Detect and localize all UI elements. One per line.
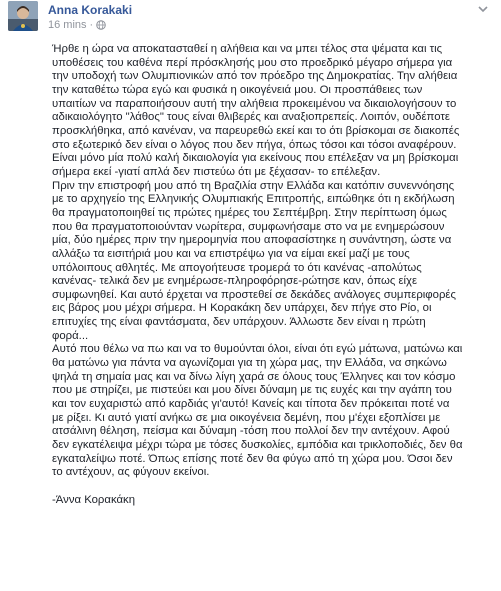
text-line: Είναι μόνο μία πολύ καλή δικαιολογία για εκείνους που επέλεξαν να μη βρίσκομαι [52,152,459,165]
chevron-down-icon[interactable] [477,3,489,15]
text-line: αδικαιολόγητο "λάθος" τους είναι θλιβερές και αναξιοπρεπείς. Λοιπόν, ουδέποτε [52,111,450,124]
signature: -Άννα Κορακάκη [52,493,136,506]
text-line: στο εξωτερικό δεν είναι ο λόγος που δεν πήγα, όπως τόσοι και τόσοι αναφέρουν. [52,138,457,151]
text-line: την υποδοχή των Ολυμπιονικών από τον πρόεδρο της Δημοκρατίας. Την αλήθεια [52,70,458,83]
profile-photo-icon [8,1,38,31]
text-line: μία, δύο ημέρες πριν την ημερομηνία που αποφασίστηκε η συνάντηση, ώστε να [52,234,452,247]
text-line: υπόλοιπους αθλητές. Με απογοήτευσε τρομερά το ότι κανένας -απολύτως [52,261,422,274]
post-paragraph [52,43,494,480]
globe-icon[interactable] [96,20,106,30]
text-line: που θα πραγματοποιούνταν νωρίτερα, συμφωνήσαμε στο να με ενημερώσουν [52,220,445,233]
text-line: συμφωνηθεί. Και αυτό έρχεται να προστεθεί σε δεκάδες ανάλογες συμπεριφορές [52,288,456,301]
text-line: ψηλά τη σημαία μας και να δίνω λίγη χαρά σε όλους τους Έλληνες και τον κόσμο [52,370,456,383]
text-line: εγκαταλείψω ποτέ. Όπως επίσης ποτέ δεν θα φύγω από τη χώρα μου. Όσοι δεν [52,452,453,465]
text-line: ατσάλινη θέληση, πείσμα και δύναμη -τόση που πολλοί δεν την αντέχουν. Αφού [52,425,450,438]
text-line: που με στηρίζει, με πιστεύει και μου δίνει δύναμη με τις ευχές και την αγάπη του [52,384,452,397]
text-line: υπαιτίων να παραποιήσουν αυτή την αλήθεια προκειμένου να δικαιολογήσουν το [52,97,457,110]
text-line: υποθέσεις του καθένα περί πρόσκλησής μου στο προεδρικό μέγαρο σήμερα για [52,56,453,69]
text-line: το αντέχουν, ας φύγουν εκείνοι. [52,466,210,479]
text-line: σήμερα εκεί -γιατί απλά δεν πιστεύω ότι με ξέχασαν- το επέλεξαν. [52,165,381,178]
avatar[interactable] [8,1,38,31]
text-line: την καταθέτω τώρα εγώ και φυσικά η οικογένειά μου. Οι προσπάθειες των [52,83,423,96]
paragraph-spacer [52,480,494,494]
text-line: εις βάρος μου μέχρι σήμερα. Η Κορακάκη δεν υπάρχει, δεν πήγε στο Ρίο, οι [52,302,432,315]
author-name-link[interactable]: Anna Korakaki [48,3,133,17]
text-line: Ήρθε η ώρα να αποκατασταθεί η αλήθεια και να μπει τέλος στα ψέματα και τις [52,43,443,55]
text-line: δεν εγκατέλειψα μέχρι τώρα με τόσες δυσκολίες, εμπόδια και τρικλοποδιές, δεν θα [52,439,463,452]
post-header [8,1,493,35]
text-line: θα ματώνω για πάντα να αγωνίζομαι για τη χώρα μας, την Ελλάδα, να σηκώνω [52,357,447,370]
text-line: θα πραγματοποιηθεί τις πρώτες ημέρες του Σεπτέμβρη. Στην περίπτωση όμως [52,206,447,219]
text-line: κανένας- τελικά δεν με ενημέρωσε-πληροφόρησε-ρώτησε καν, όπως είχε [52,275,418,288]
text-line: αλλάξω τα εισιτήριά μου και να επιστρέψω για να είμαι εκεί μαζί με τους [52,247,410,260]
post-timestamp[interactable]: 16 mins [48,19,87,31]
text-line: Πριν την επιστροφή μου από τη Βραζιλία στην Ελλάδα και κατόπιν συνεννόησης [52,179,455,192]
text-line: με ρίξει. Κι αυτό γιατί ανήκω σε μια οικογένεια δεμένη, που μ'έχει εξοπλίσει με [52,411,441,424]
post-body [52,43,494,507]
post-meta [48,19,106,31]
text-line: και τον ευχαριστώ από καρδιάς γι'αυτό! Κανείς και τίποτα δεν πρόκειται ποτέ να [52,398,450,411]
text-line: με το αρχηγείο της Ελληνικής Ολυμπιακής Επιτροπής, ειπώθηκε ότι η εκδήλωση [52,193,455,206]
text-line: Αυτό που θέλω να πω και να το θυμούνται όλοι, είναι ότι εγώ μάτωνα, ματώνω και [52,343,463,356]
text-line: επιτυχίες της είναι φαντάσματα, δεν υπάρχουν. Άλλωστε δεν είναι η πρώτη [52,316,426,329]
text-line: προσκλήθηκα, από κανέναν, να παρευρεθώ εκεί και το ότι βρίσκομαι σε διακοπές [52,124,460,137]
meta-separator: · [89,19,94,31]
text-line: φορά... [52,329,89,342]
